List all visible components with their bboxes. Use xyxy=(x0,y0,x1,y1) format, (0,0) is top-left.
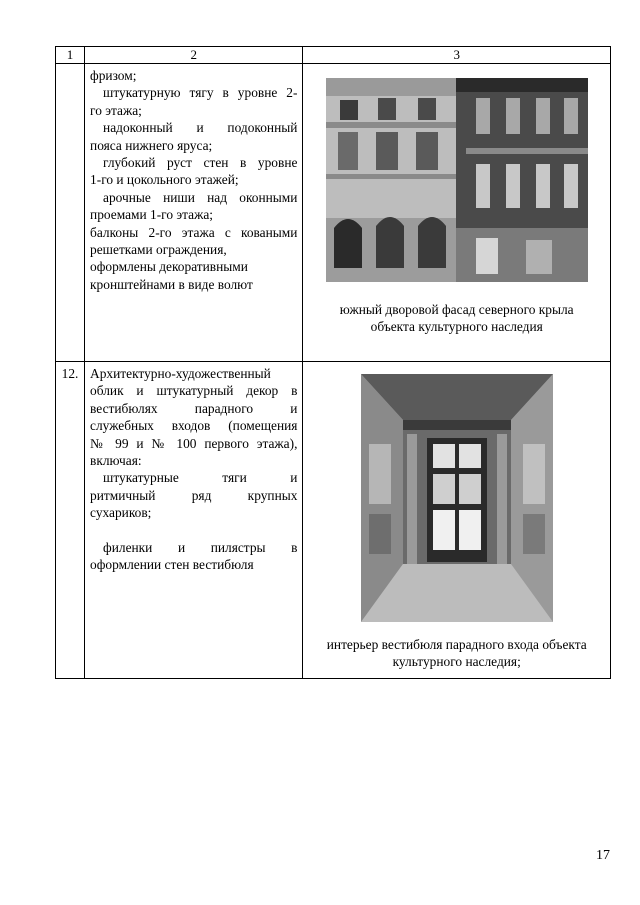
facade-photo xyxy=(326,78,588,282)
row-photo-cell xyxy=(303,362,611,679)
description-line: арочные ниши над оконными xyxy=(103,189,298,205)
description-line: кронштейнами в виде волют xyxy=(90,276,253,292)
photo-caption-line: культурного наследия; xyxy=(392,654,521,669)
description-line: штукатурную тягу в уровне 2- xyxy=(103,85,298,101)
description-lines xyxy=(90,365,297,573)
description-line: глубокий руст стен в уровне xyxy=(103,155,298,171)
row-description xyxy=(85,362,303,679)
row-number: 12. xyxy=(56,362,85,679)
description-line: оформлении стен вестибюля xyxy=(90,557,254,573)
description-line: № 99 и № 100 первого этажа), xyxy=(90,435,298,451)
photo-caption-line: южный дворовой фасад северного крыла xyxy=(339,302,574,317)
description-lines xyxy=(90,67,297,293)
table-row xyxy=(56,362,611,679)
description-line: ритмичный ряд крупных xyxy=(90,487,298,503)
description-line: сухариков; xyxy=(90,505,152,521)
table-header-row xyxy=(56,47,611,64)
header-cell-1: 1 xyxy=(56,47,85,64)
description-line: включая: xyxy=(90,453,142,469)
description-line: го этажа; xyxy=(90,102,142,118)
photo-caption-line: объекта культурного наследия xyxy=(370,319,543,334)
photo-caption-line: интерьер вестибюля парадного входа объекта xyxy=(326,637,587,652)
description-line: оформлены декоративными xyxy=(90,259,248,275)
vestibule-photo xyxy=(361,374,553,622)
description-spacer xyxy=(90,522,297,539)
description-line: балконы 2-го этажа с коваными xyxy=(90,224,298,240)
description-line: решетками ограждения, xyxy=(90,242,227,258)
page-number: 17 xyxy=(596,848,610,863)
description-line: 1-го и цокольного этажей; xyxy=(90,172,239,188)
description-line: служебных входов (помещения xyxy=(90,418,298,434)
header-cell-2: 2 xyxy=(85,47,303,64)
header-cell-3: 3 xyxy=(303,47,611,64)
table-row xyxy=(56,64,611,362)
description-line: облик и штукатурный декор в xyxy=(90,383,298,399)
description-line: Архитектурно-художественный xyxy=(90,366,271,381)
description-line: штукатурные тяги и xyxy=(103,470,298,486)
row-description xyxy=(85,64,303,362)
description-line: филенки и пилястры в xyxy=(103,539,298,555)
description-line: вестибюлях парадного и xyxy=(90,400,298,416)
description-line: проемами 1-го этажа; xyxy=(90,207,214,223)
description-line: фризом; xyxy=(90,68,137,83)
heritage-elements-table xyxy=(55,46,611,679)
description-line: надоконный и подоконный xyxy=(103,120,298,136)
row-number xyxy=(56,64,85,362)
description-line: пояса нижнего яруса; xyxy=(90,137,213,153)
row-photo-cell xyxy=(303,64,611,362)
